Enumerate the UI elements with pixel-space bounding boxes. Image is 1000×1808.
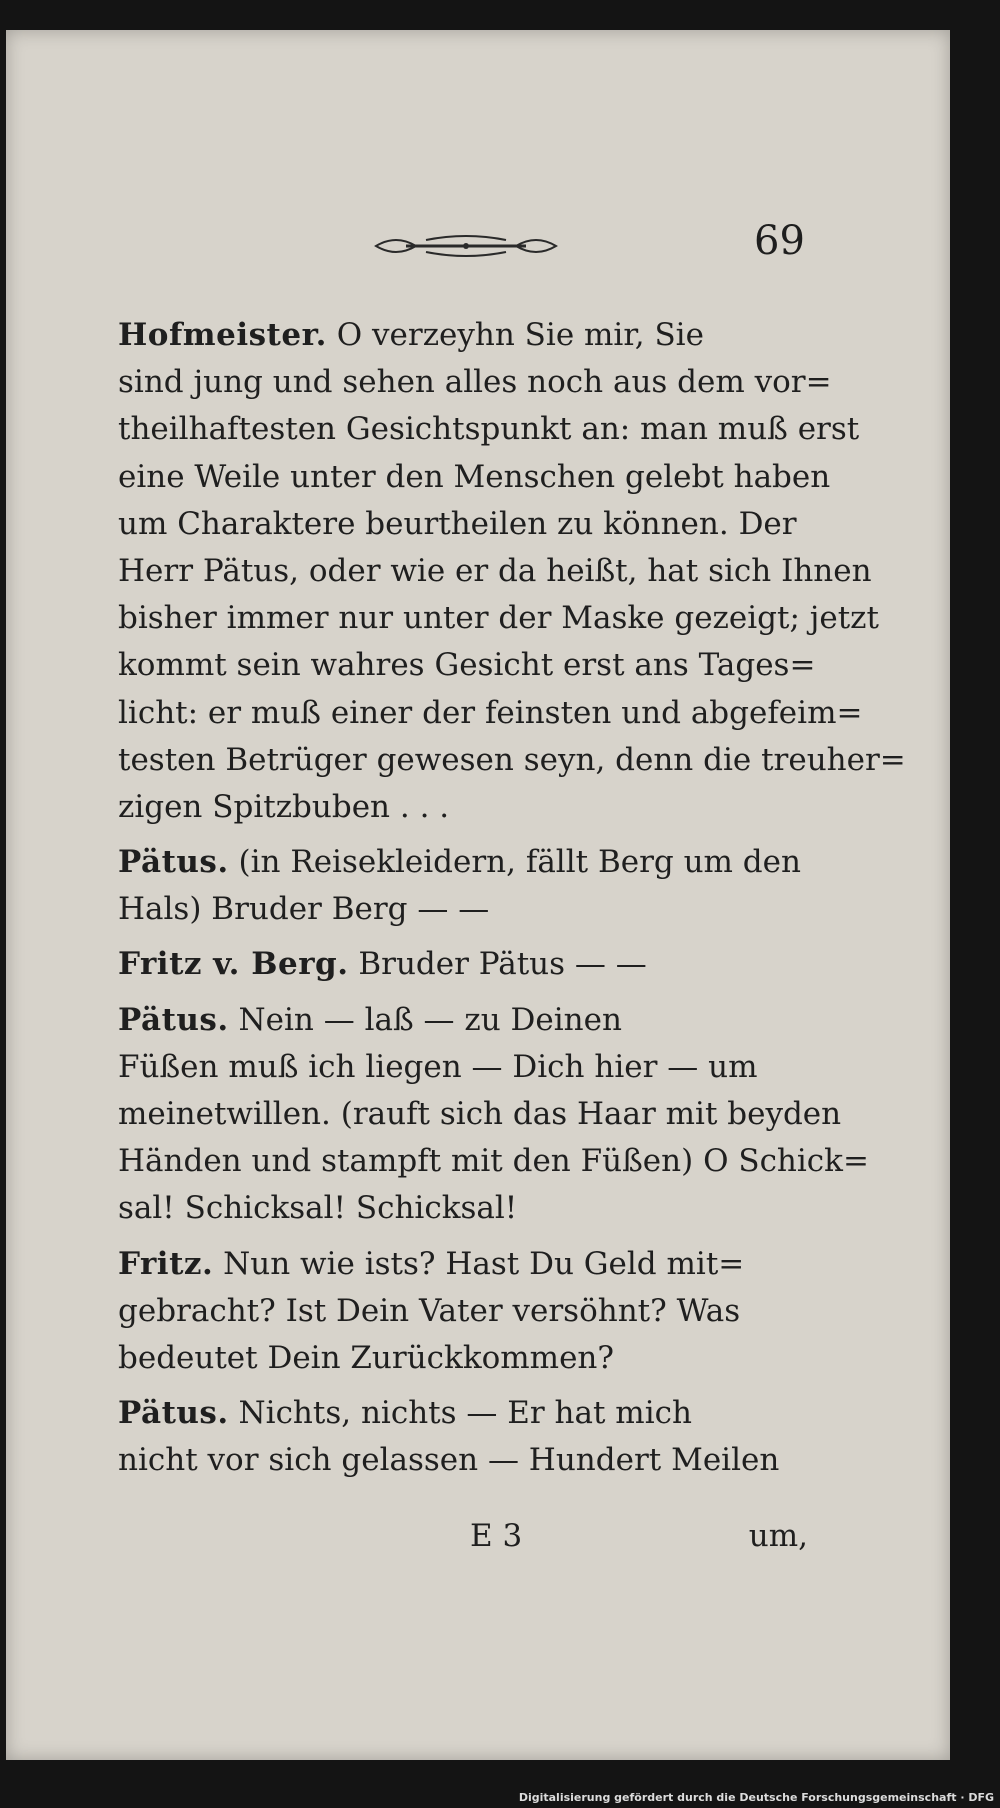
speaker-name: Fritz. bbox=[118, 1245, 214, 1282]
text-line bbox=[118, 1437, 808, 1484]
text-line bbox=[118, 1288, 808, 1335]
line-text: Nein — laß — zu Deinen bbox=[228, 1001, 622, 1038]
ornament-icon bbox=[366, 228, 566, 264]
line-text: nicht vor sich gelassen — Hundert Meilen bbox=[118, 1442, 780, 1479]
line-text: Füßen muß ich liegen — Dich hier — um bbox=[118, 1048, 758, 1085]
text-line bbox=[118, 501, 808, 548]
text-line bbox=[118, 1185, 808, 1232]
text-line bbox=[118, 548, 872, 595]
text-line bbox=[118, 784, 808, 831]
book-page bbox=[6, 30, 950, 1760]
line-text: sal! Schicksal! Schicksal! bbox=[118, 1190, 518, 1227]
line-text: eine Weile unter den Menschen gelebt haben bbox=[118, 458, 831, 495]
speaker-name: Pätus. bbox=[118, 844, 229, 881]
text-line bbox=[118, 595, 879, 642]
line-text: O verzeyhn Sie mir, Sie bbox=[326, 317, 704, 353]
text-line bbox=[118, 941, 808, 988]
line-text: bisher immer nur unter der Maske gezeigt; jetzt bbox=[118, 600, 879, 637]
speaker-name: Pätus. bbox=[118, 1001, 229, 1038]
text-line bbox=[118, 1241, 808, 1288]
line-text: licht: er muß einer der feinsten und abgefeim= bbox=[118, 694, 863, 731]
line-text: bedeutet Dein Zurückkommen? bbox=[118, 1339, 614, 1376]
signature-mark: E 3 bbox=[470, 1518, 523, 1554]
line-text: Hals) Bruder Berg — — bbox=[118, 891, 490, 928]
text-line bbox=[118, 1335, 808, 1382]
line-text: gebracht? Ist Dein Vater versöhnt? Was bbox=[118, 1292, 741, 1329]
text-line bbox=[118, 886, 808, 933]
catchword: um, bbox=[748, 1518, 808, 1554]
text-line bbox=[118, 642, 816, 689]
speaker-name: Fritz v. Berg. bbox=[118, 946, 349, 983]
line-text: testen Betrüger gewesen seyn, denn die treuher= bbox=[118, 741, 906, 778]
speaker-name: Hofmeister. bbox=[118, 317, 327, 353]
text-line bbox=[118, 312, 808, 359]
text-line bbox=[118, 1044, 808, 1091]
text-line bbox=[118, 1390, 808, 1437]
text-line bbox=[118, 839, 808, 886]
line-text: Nichts, nichts — Er hat mich bbox=[228, 1395, 692, 1432]
line-text: um Charaktere beurtheilen zu können. Der bbox=[118, 505, 797, 542]
line-text: theilhaftesten Gesichtspunkt an: man muß erst bbox=[118, 411, 860, 448]
line-text: kommt sein wahres Gesicht erst ans Tages= bbox=[118, 647, 816, 684]
text-line bbox=[118, 1091, 842, 1138]
line-text: Nun wie ists? Hast Du Geld mit= bbox=[213, 1245, 745, 1282]
speaker-name: Pätus. bbox=[118, 1395, 229, 1432]
text-line bbox=[118, 359, 832, 406]
text-line bbox=[118, 997, 808, 1044]
text-line bbox=[118, 690, 863, 737]
line-text: zigen Spitzbuben . . . bbox=[118, 788, 450, 825]
digitization-credit: Digitalisierung gefördert durch die Deutsche Forschungsgemeinschaft · DFG bbox=[518, 1791, 994, 1804]
page-number: 69 bbox=[754, 218, 805, 264]
text-line bbox=[118, 1138, 869, 1185]
text-line bbox=[118, 406, 860, 453]
line-text: Bruder Pätus — — bbox=[348, 946, 647, 983]
text-line bbox=[118, 737, 906, 784]
line-text: Herr Pätus, oder wie er da heißt, hat sich Ihnen bbox=[118, 552, 872, 589]
line-text: sind jung und sehen alles noch aus dem vor= bbox=[118, 364, 832, 401]
text-line bbox=[118, 454, 831, 501]
line-text: Händen und stampft mit den Füßen) O Schick= bbox=[118, 1143, 869, 1180]
line-text: meinetwillen. (rauft sich das Haar mit beyden bbox=[118, 1096, 842, 1132]
line-text: (in Reisekleidern, fällt Berg um den bbox=[228, 844, 801, 881]
page-footer bbox=[118, 1518, 808, 1568]
body-text bbox=[118, 312, 906, 1485]
